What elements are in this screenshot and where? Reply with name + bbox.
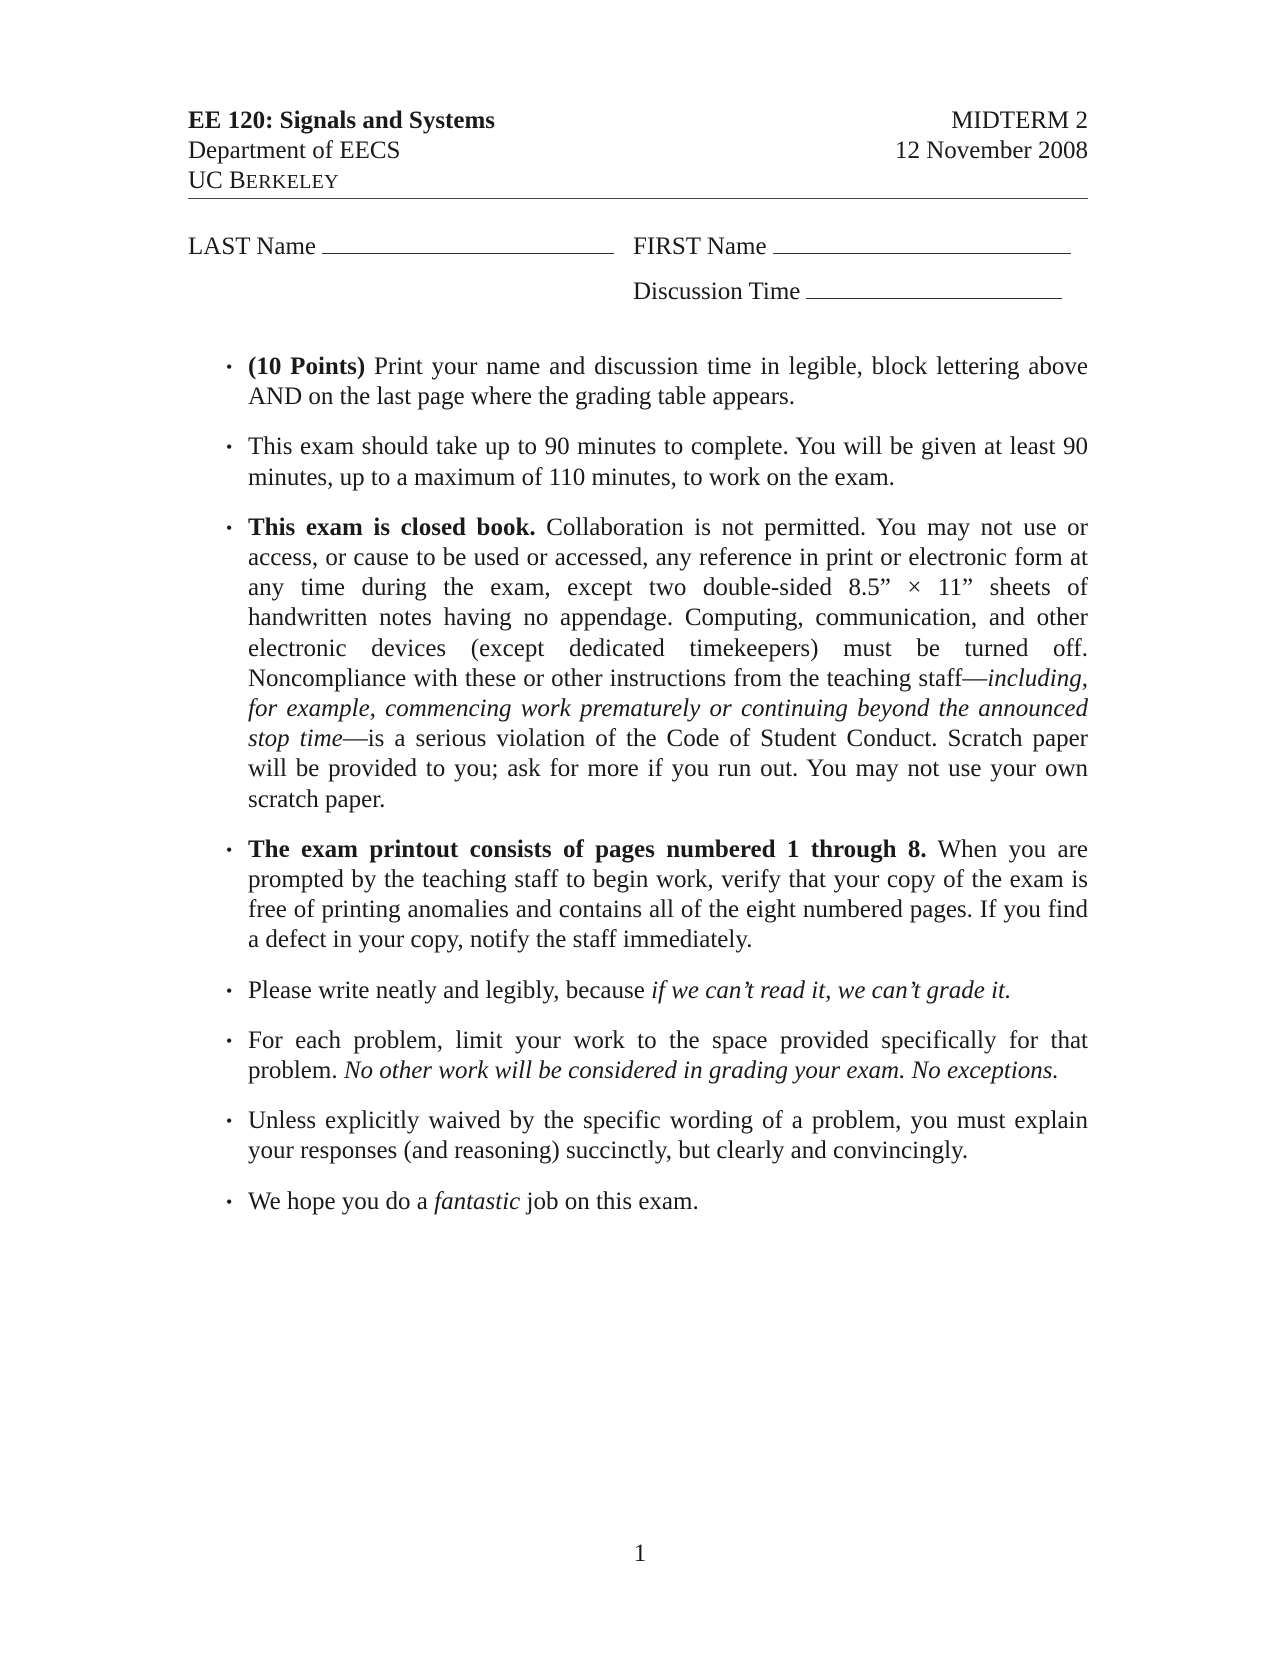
instruction-item — [188, 976, 1088, 1006]
first-name-label: FIRST Name — [633, 233, 767, 260]
department: Department of EECS — [188, 137, 401, 164]
instruction-item — [188, 513, 1088, 815]
header-rule — [188, 198, 1088, 199]
header-right — [895, 106, 1088, 166]
discussion-time-label: Discussion Time — [633, 278, 801, 305]
header-left — [188, 106, 495, 197]
bullet-icon: • — [226, 980, 233, 1001]
instruction-text: job on this exam. — [520, 1187, 699, 1215]
header — [188, 106, 1088, 197]
instruction-item — [188, 835, 1088, 956]
first-name-blank[interactable] — [773, 252, 1071, 254]
first-name-field — [633, 232, 1071, 262]
instruction-item — [188, 1187, 1088, 1217]
discussion-time-blank[interactable] — [806, 297, 1062, 299]
instruction-text: Collaboration is not permitted. You may not use or access, or cause to be used or accessed, any reference in print or electronic form at any time during the exam, except two double-sided — [248, 513, 1088, 602]
page-count-label: The exam printout consists of pages numbered 1 through 8. — [248, 835, 927, 863]
bullet-icon: • — [226, 1191, 233, 1212]
instructions-list — [188, 352, 1088, 1237]
course-title: EE 120: Signals and Systems — [188, 107, 496, 134]
instruction-item — [188, 432, 1088, 492]
university-name: ERKELEY — [245, 171, 339, 193]
instruction-text: This exam should take up to 90 minutes to complete. You will be given at least 90 minutes, up to a maximum of 110 minutes, to work on the exam. — [248, 433, 1088, 491]
instruction-item — [188, 1026, 1088, 1086]
bullet-icon: • — [226, 1030, 233, 1051]
page-number: 1 — [633, 1540, 647, 1567]
instruction-text: We hope you do a — [248, 1187, 435, 1215]
instruction-text: Please write neatly and legibly, because — [248, 976, 652, 1004]
last-name-field — [188, 232, 614, 262]
instruction-text: —is a serious violation of the Code of Student Conduct. Scratch paper will be provided to you; ask for more if you run out. You may not use your own scratch paper. — [248, 725, 1088, 813]
instruction-item — [188, 352, 1088, 412]
exam-title: MIDTERM 2 — [951, 107, 1088, 134]
instruction-item — [188, 1106, 1088, 1166]
university-prefix: UC — [188, 167, 229, 194]
instruction-emphasis: fantastic — [434, 1187, 521, 1215]
closed-book-label: This exam is closed book. — [248, 513, 536, 541]
instruction-text: Print your name and discussion time in legible, block lettering above AND on the last page where the grading table appears. — [248, 353, 1088, 411]
bullet-icon: • — [226, 357, 233, 377]
instruction-emphasis: No other work will be considered in grading your exam. No exceptions. — [343, 1057, 1059, 1085]
bullet-icon: • — [226, 1111, 233, 1132]
exam-date: 12 November 2008 — [894, 137, 1088, 164]
instruction-emphasis: if we can’t read it, we can’t grade it. — [651, 976, 1012, 1004]
last-name-blank[interactable] — [322, 252, 614, 254]
last-name-label: LAST Name — [188, 233, 316, 260]
points-label: (10 Points) — [248, 353, 366, 380]
instruction-emphasis: including, for example, commencing work prematurely or continuing beyond the announced stop time — [248, 664, 1088, 753]
university-name-first-letter: B — [228, 167, 246, 194]
instruction-text: When you are prompted by the teaching staff to begin work, verify that your copy of the exam is free of printing anomalies and contains all of the eight numbered pages. If you find a defect in your copy, notify the staff immediately. — [248, 835, 1088, 954]
bullet-icon: • — [226, 839, 233, 860]
bullet-icon: • — [226, 437, 233, 458]
university — [188, 166, 495, 197]
instruction-text: Unless explicitly waived by the specific wording of a problem, you must explain your responses (and reasoning) succinctly, but clearly and convincingly. — [248, 1107, 1088, 1165]
instruction-text: sheets of handwritten notes having no appendage. Computing, communication, and other electronic devices (except dedicated timekeepers) must be turned off. Noncompliance with these or other instructions from the teaching staff— — [248, 574, 1088, 692]
bullet-icon: • — [226, 517, 233, 538]
discussion-time-field — [633, 277, 1062, 307]
sheet-dimensions: 8.5” × 11” — [848, 574, 974, 602]
instruction-text: For each problem, limit your work to the space provided specifically for that problem. — [248, 1026, 1088, 1085]
